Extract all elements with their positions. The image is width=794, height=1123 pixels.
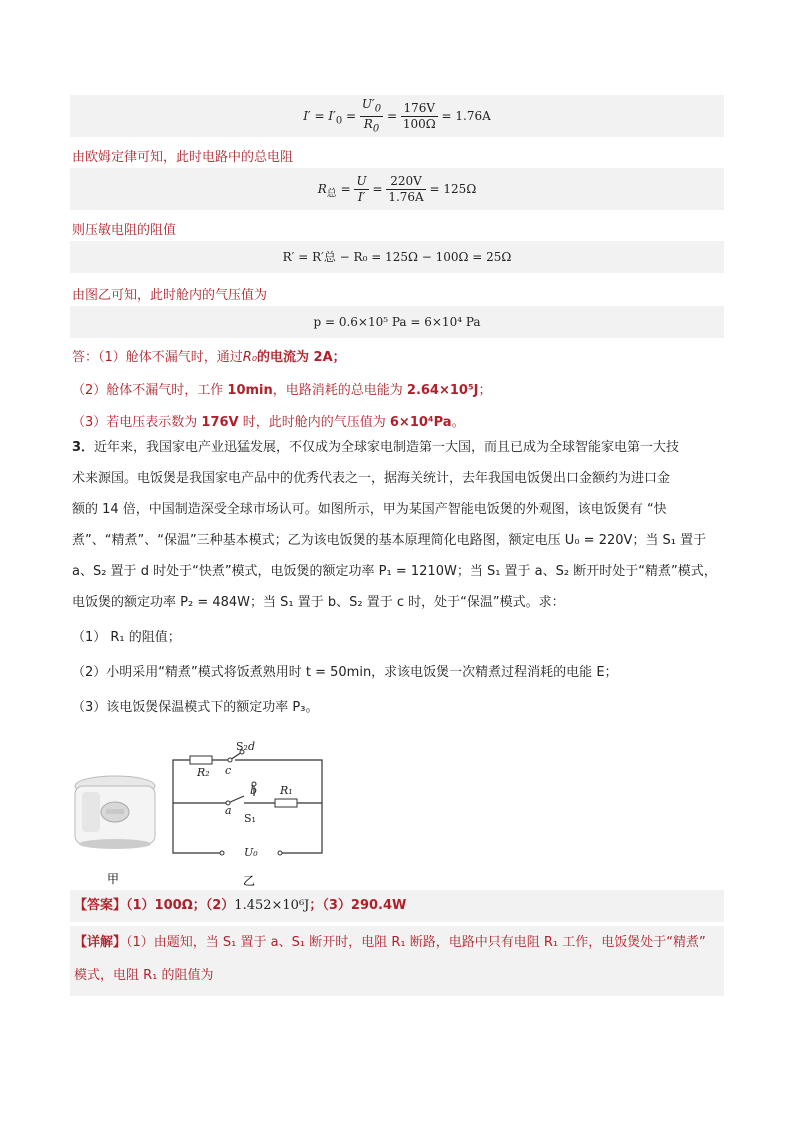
q3-line-1 bbox=[72, 432, 724, 463]
label-r2: R₂ bbox=[197, 766, 210, 779]
label-u0: U₀ bbox=[244, 846, 258, 859]
ans3-prefix: （3）若电压表示数为 bbox=[72, 415, 202, 430]
label-s2: S₂ bbox=[236, 740, 248, 753]
answer-p3: ；（3）290.4W bbox=[309, 898, 407, 913]
q3-line-5: a、S₂ 置于 d 时处于“快煮”模式，电饭煲的额定功率 P₁ = 1210W；当 S₁ 置于 a、S₂ 断开时处于“精煮”模式， bbox=[72, 564, 717, 579]
eq2-result: = 125Ω bbox=[429, 182, 477, 196]
eq1-den-sub: 0 bbox=[372, 123, 380, 135]
question-3 bbox=[72, 432, 724, 723]
text-pressure-resistor: 则压敏电阻的阻值 bbox=[72, 223, 177, 238]
eq2-eq2: = bbox=[372, 182, 383, 196]
answer-block bbox=[70, 890, 724, 922]
eq1-num: U′ bbox=[361, 96, 375, 111]
label-a: a bbox=[225, 804, 232, 817]
answer-tag: 【答案】 bbox=[74, 898, 127, 913]
figure-svg bbox=[70, 740, 340, 890]
equation-pressure: p = 0.6×10⁵ Pa = 6×10⁴ Pa bbox=[70, 306, 724, 338]
q3-sub-1: （1） R₁ 的阻值； bbox=[72, 630, 181, 645]
q3-number: 3． bbox=[72, 440, 95, 455]
equation-current bbox=[70, 95, 724, 137]
circuit-diagram bbox=[173, 752, 322, 853]
eq1-lhs-sub: 0 bbox=[335, 115, 343, 127]
detail-tag: 【详解】 bbox=[74, 935, 127, 950]
eq1-den: R bbox=[363, 117, 373, 131]
q3-l1: 近年来，我国家电产业迅猛发展，不仅成为全球家电制造第一大国，而且已成为全球智能家电第一大技 bbox=[94, 440, 680, 455]
ans3-bold1: 176V bbox=[201, 415, 239, 430]
answer-line-1 bbox=[72, 346, 346, 365]
ans1-var: R₀ bbox=[242, 350, 258, 365]
eq2-lhs: R bbox=[317, 182, 327, 196]
eq2-num: U bbox=[356, 174, 367, 188]
resistor-r2 bbox=[190, 756, 212, 764]
ans3-mid: 时，此时舱内的气压值为 bbox=[238, 415, 390, 430]
label-c: c bbox=[225, 764, 232, 777]
label-b: b bbox=[250, 784, 258, 797]
equation-total-resistance bbox=[70, 168, 724, 210]
equation-pressure-resistor: R′ = R′总 − R₀ = 125Ω − 100Ω = 25Ω bbox=[70, 241, 724, 273]
text-pressure-value: 由图乙可知，此时舱内的气压值为 bbox=[72, 288, 268, 303]
eq1-eq2: = bbox=[386, 109, 398, 123]
label-r1: R₁ bbox=[280, 784, 293, 797]
terminal-u0-right bbox=[278, 851, 282, 855]
q3-sub-3: （3）该电饭煲保温模式下的额定功率 P₃。 bbox=[72, 700, 319, 715]
ans1-suffix: 的电流为 2A； bbox=[257, 350, 346, 365]
eq1-num2: 176V bbox=[401, 101, 438, 117]
answer-p1: （1）100Ω；（2） bbox=[126, 898, 235, 913]
eq2-den2: 1.76A bbox=[388, 190, 424, 204]
rice-cooker-image bbox=[75, 776, 155, 849]
terminal-u0-left bbox=[220, 851, 224, 855]
answer-p2: 1.452×10⁶J bbox=[234, 898, 310, 913]
q3-sub-2: （2）小明采用“精煮”模式将饭煮熟用时 t = 50min，求该电饭煲一次精煮过程消耗的电能 E； bbox=[72, 665, 618, 680]
eq2-frac2 bbox=[386, 174, 425, 205]
eq1-eq: = bbox=[346, 109, 357, 123]
eq2-den: I′ bbox=[357, 190, 366, 204]
answer-line-2 bbox=[72, 379, 492, 398]
eq1-frac1 bbox=[360, 97, 383, 137]
label-jia: 甲 bbox=[107, 872, 120, 886]
eq2-eq: = bbox=[340, 182, 351, 196]
detail-block bbox=[70, 926, 724, 996]
ans2-mid: ，电路消耗的总电能为 bbox=[272, 383, 407, 398]
answer-line-3 bbox=[72, 411, 465, 430]
resistor-r1 bbox=[275, 799, 297, 807]
text-ohm-law: 由欧姆定律可知，此时电路中的总电阻 bbox=[72, 150, 294, 165]
q3-line-4: 煮”、“精煮”、“保温”三种基本模式；乙为该电饭煲的基本原理简化电路图，额定电压 U₀ = 220V；当 S₁ 置于 bbox=[72, 533, 707, 548]
eq2-lhs-sub: 总 bbox=[326, 188, 337, 200]
figure bbox=[70, 740, 340, 894]
label-yi: 乙 bbox=[243, 874, 256, 888]
eq1-num-sub: 0 bbox=[374, 103, 382, 114]
label-s1: S₁ bbox=[244, 812, 256, 825]
ans1-prefix: 答：（1）舱体不漏气时，通过 bbox=[72, 350, 243, 365]
q3-line-3: 额的 14 倍，中国制造深受全球市场认可。如图所示，甲为某国产智能电饭煲的外观图，该电饭煲有 “快 bbox=[72, 502, 667, 517]
eq2-frac1 bbox=[354, 174, 368, 205]
ans3-suffix: 。 bbox=[451, 415, 465, 430]
ans2-bold1: 10min bbox=[227, 383, 273, 398]
terminal-c bbox=[228, 758, 232, 762]
ans3-bold2: 6×10⁴Pa bbox=[389, 415, 452, 430]
eq1-lhs: I′ = I′ bbox=[303, 109, 336, 123]
eq1-den2: 100Ω bbox=[402, 117, 436, 131]
label-d: d bbox=[248, 740, 256, 753]
eq2-num2: 220V bbox=[386, 174, 425, 190]
eq1-frac2 bbox=[401, 101, 438, 132]
eq1-result: = 1.76A bbox=[441, 109, 491, 123]
ans2-prefix: （2）舱体不漏气时，工作 bbox=[72, 383, 228, 398]
q3-line-6: 电饭煲的额定功率 P₂ = 484W；当 S₁ 置于 b、S₂ 置于 c 时，处于“保温”模式。求： bbox=[72, 595, 565, 610]
ans2-bold2: 2.64×10⁵J bbox=[406, 383, 479, 398]
ans2-suffix: ； bbox=[478, 383, 492, 398]
q3-line-2: 术来源国。电饭煲是我国家电产品中的优秀代表之一，据海关统计，去年我国电饭煲出口金额约为进口金 bbox=[72, 471, 671, 486]
detail-line-2: 模式，电阻 R₁ 的阻值为 bbox=[74, 968, 214, 983]
detail-line-1: （1）由题知，当 S₁ 置于 a、S₁ 断开时，电阻 R₁ 断路，电路中只有电阻 R₁ 工作，电饭煲处于“精煮” bbox=[126, 935, 706, 950]
